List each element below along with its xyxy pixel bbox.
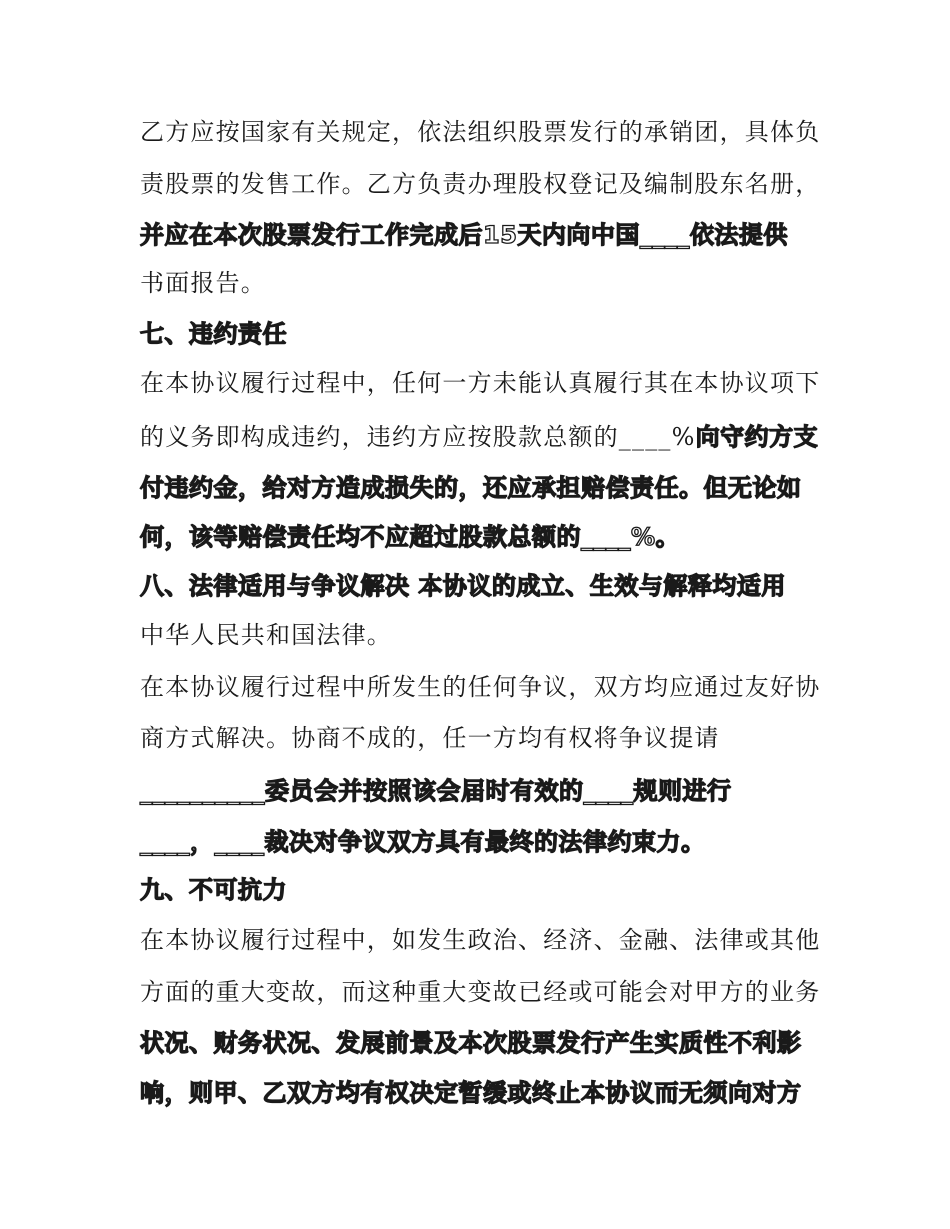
paragraph-line-6-plain: 的义务即构成违约，违约方应按股款总额的____% bbox=[140, 423, 696, 451]
paragraph-line-1: 乙方应按国家有关规定，依法组织股票发行的承销团，具体负 bbox=[140, 118, 821, 146]
paragraph-line-4: 书面报告。 bbox=[140, 269, 266, 297]
paragraph-line-8: 何，该等赔偿责任均不应超过股款总额的____%。 bbox=[140, 523, 681, 551]
paragraph-line-16: 状况、财务状况、发展前景及本次股票发行产生实质性不利影 bbox=[140, 1029, 802, 1057]
paragraph-line-7: 付违约金，给对方造成损失的，还应承担赔偿责任。但无论如 bbox=[140, 474, 802, 502]
paragraph-line-11: 商方式解决。协商不成的，任一方均有权将争议提请 bbox=[140, 724, 720, 752]
paragraph-line-2: 责股票的发售工作。乙方负责办理股权登记及编制股东名册， bbox=[140, 170, 821, 198]
section-heading-law: 八、法律适用与争议解决 本协议的成立、生效与解释均适用 bbox=[140, 572, 786, 600]
section-heading-force-majeure: 九、不可抗力 bbox=[140, 876, 287, 904]
paragraph-line-3: 并应在本次股票发行工作完成后15天内向中国____依法提供 bbox=[140, 221, 788, 249]
paragraph-line-6 bbox=[140, 421, 830, 453]
paragraph-line-17: 响，则甲、乙双方均有权决定暂缓或终止本协议而无须向对方 bbox=[140, 1079, 802, 1107]
paragraph-line-13: ____，____裁决对争议双方具有最终的法律约束力。 bbox=[140, 828, 706, 856]
paragraph-line-12: __________委员会并按照该会届时有效的____规则进行 bbox=[140, 777, 732, 805]
paragraph-line-15: 方面的重大变故，而这种重大变故已经或可能会对甲方的业务 bbox=[140, 978, 821, 1006]
paragraph-line-10: 在本协议履行过程中所发生的任何争议，双方均应通过友好协 bbox=[140, 673, 821, 701]
paragraph-line-9: 中华人民共和国法律。 bbox=[140, 621, 392, 649]
paragraph-line-5: 在本协议履行过程中，任何一方未能认真履行其在本协议项下 bbox=[140, 369, 821, 397]
section-heading-breach: 七、违约责任 bbox=[140, 320, 287, 348]
paragraph-line-6-outline: 向守约方支 bbox=[695, 423, 819, 451]
paragraph-line-14: 在本协议履行过程中，如发生政治、经济、金融、法律或其他 bbox=[140, 926, 821, 954]
